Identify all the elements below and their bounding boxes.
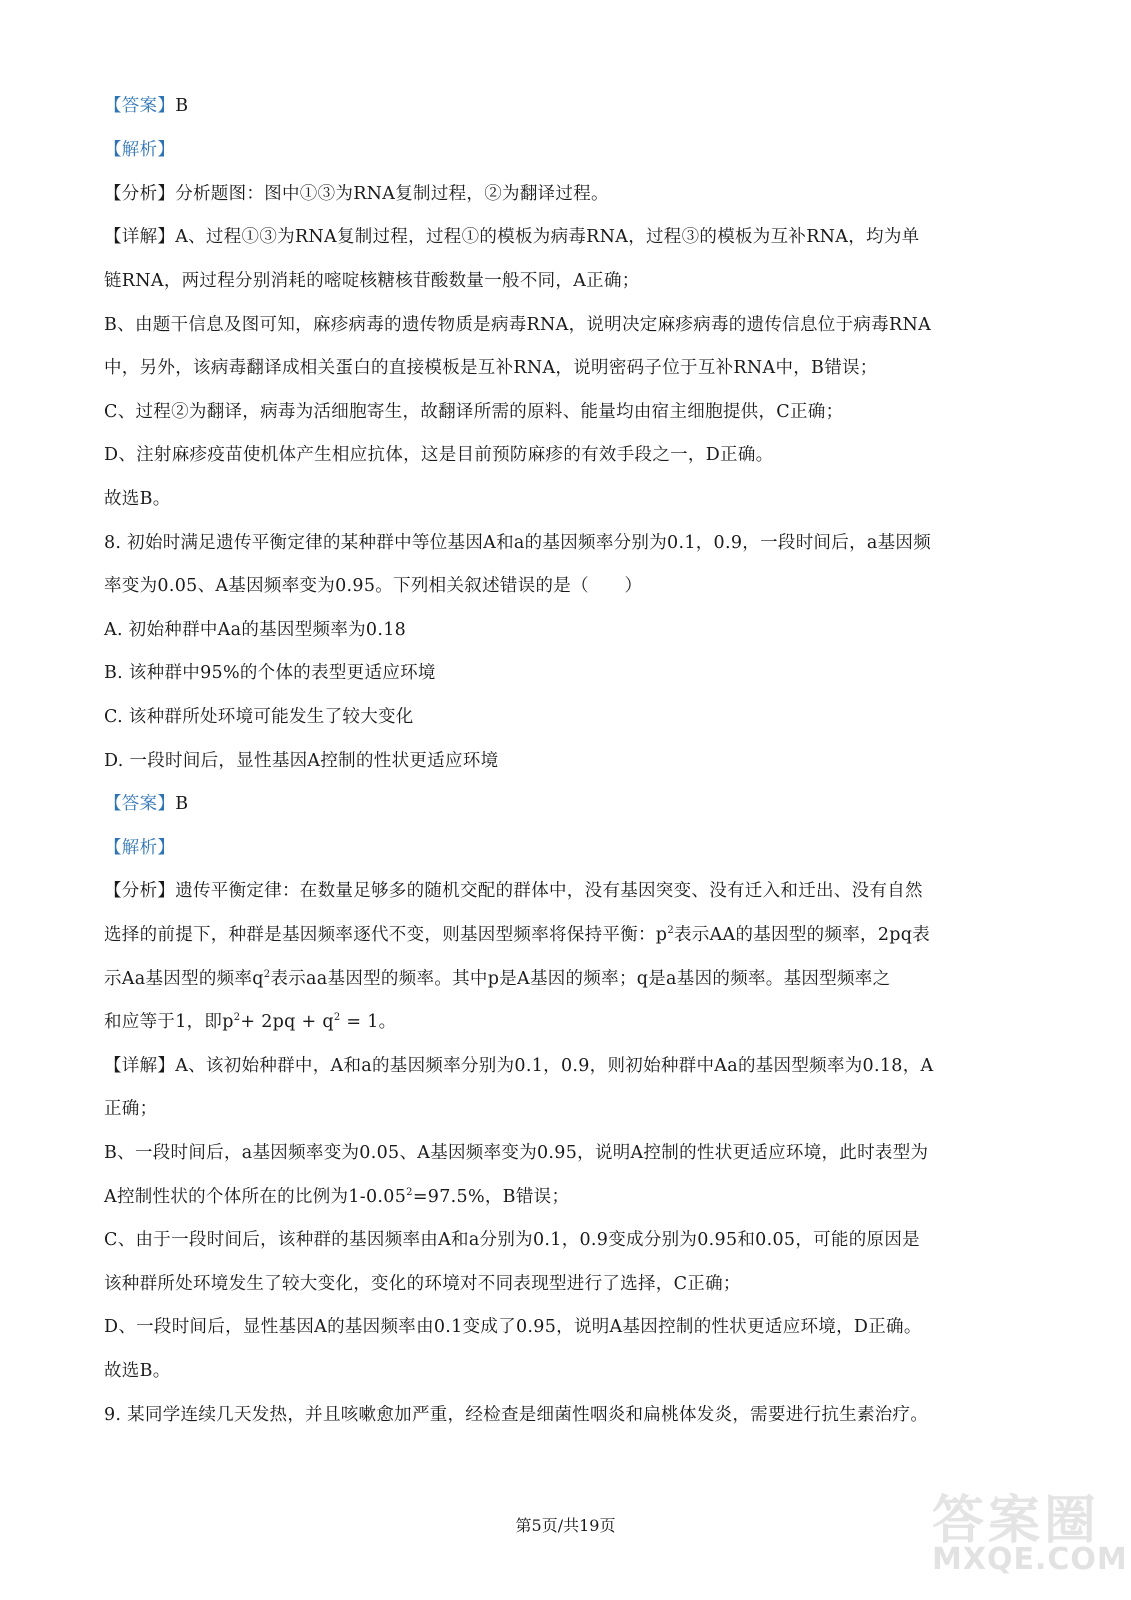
analysis-heading: 【解析】 — [104, 838, 176, 858]
detail-line: A控制性状的个体所在的比例为$1-0.05^2=97.5\%$，B错误； — [104, 1187, 570, 1207]
option-a: A. 初始种群中Aa的基因型频率为0.18 — [104, 620, 407, 640]
analysis-line: 选择的前提下，种群是基因频率逐代不变，则基因型频率将保持平衡：$p^2$表示AA的基因型的频率，2pq表 — [104, 925, 931, 945]
detail-line: 【详解】A、过程①③为RNA复制过程，过程①的模板为病毒RNA，过程③的模板为互补RNA，均为单 — [104, 227, 920, 247]
watermark-title: 答案圈 — [932, 1491, 1101, 1551]
analysis-line: 示Aa基因型的频率$q^2$表示aa基因型的频率。其中p是A基因的频率；q是a基因的频率。基因型频率之 — [104, 969, 891, 989]
detail-line: D、注射麻疹疫苗使机体产生相应抗体，这是目前预防麻疹的有效手段之一，D正确。 — [104, 445, 774, 465]
detail-line: 链RNA，两过程分别消耗的嘧啶核糖核苷酸数量一般不同，A正确； — [104, 271, 640, 291]
detail-line: C、过程②为翻译，病毒为活细胞寄生，故翻译所需的原料、能量均由宿主细胞提供，C正确； — [104, 402, 844, 422]
question-8-stem: 8. 初始时满足遗传平衡定律的某种群中等位基因A和a的基因频率分别为0.1，0.9，一段时间后，a基因频 — [104, 533, 932, 553]
analysis-heading: 【解析】 — [104, 140, 176, 160]
watermark-logo — [932, 1478, 1128, 1588]
answer-line: 【答案】B — [104, 794, 189, 814]
answer-line: 【答案】B — [104, 96, 189, 116]
detail-line: B、由题干信息及图可知，麻疹病毒的遗传物质是病毒RNA，说明决定麻疹病毒的遗传信息位于病毒RNA — [104, 315, 932, 335]
option-c: C. 该种群所处环境可能发生了较大变化 — [104, 707, 414, 727]
question-8-stem: 率变为0.05、A基因频率变为0.95。下列相关叙述错误的是（ ） — [104, 576, 643, 596]
page-number: 第5页/共19页 — [515, 1516, 616, 1535]
detail-line: 【详解】A、该初始种群中，A和a的基因频率分别为0.1，0.9，则初始种群中Aa的基因型频率为0.18，A — [104, 1056, 934, 1076]
question-9-stem: 9. 某同学连续几天发热，并且咳嗽愈加严重，经检查是细菌性咽炎和扁桃体发炎，需要进行抗生素治疗。 — [104, 1405, 929, 1425]
detail-line: C、由于一段时间后，该种群的基因频率由A和a分别为0.1，0.9变成分别为0.95和0.05，可能的原因是 — [104, 1230, 920, 1250]
option-d: D. 一段时间后，显性基因A控制的性状更适应环境 — [104, 751, 499, 771]
watermark-url: MXQE.COM — [932, 1542, 1128, 1577]
conclusion-line: 故选B。 — [104, 1361, 171, 1381]
detail-line: B、一段时间后，a基因频率变为0.05、A基因频率变为0.95，说明A控制的性状更适应环境，此时表型为 — [104, 1143, 929, 1163]
detail-line: 中，另外，该病毒翻译成相关蛋白的直接模板是互补RNA，说明密码子位于互补RNA中，B错误； — [104, 358, 878, 378]
analysis-line: 【分析】遗传平衡定律：在数量足够多的随机交配的群体中，没有基因突变、没有迁入和迁出、没有自然 — [104, 881, 923, 901]
analysis-line: 和应等于1，即$p^2+ 2pq + q^2 = 1$。 — [104, 1012, 397, 1032]
detail-line: 正确； — [104, 1099, 158, 1119]
conclusion-line: 故选B。 — [104, 489, 171, 509]
option-b: B. 该种群中95%的个体的表型更适应环境 — [104, 663, 436, 683]
analysis-line: 【分析】分析题图：图中①③为RNA复制过程，②为翻译过程。 — [104, 184, 609, 204]
detail-line: D、一段时间后，显性基因A的基因频率由0.1变成了0.95，说明A基因控制的性状更适应环境，D正确。 — [104, 1317, 922, 1337]
detail-line: 该种群所处环境发生了较大变化，变化的环境对不同表现型进行了选择，C正确； — [104, 1274, 741, 1294]
